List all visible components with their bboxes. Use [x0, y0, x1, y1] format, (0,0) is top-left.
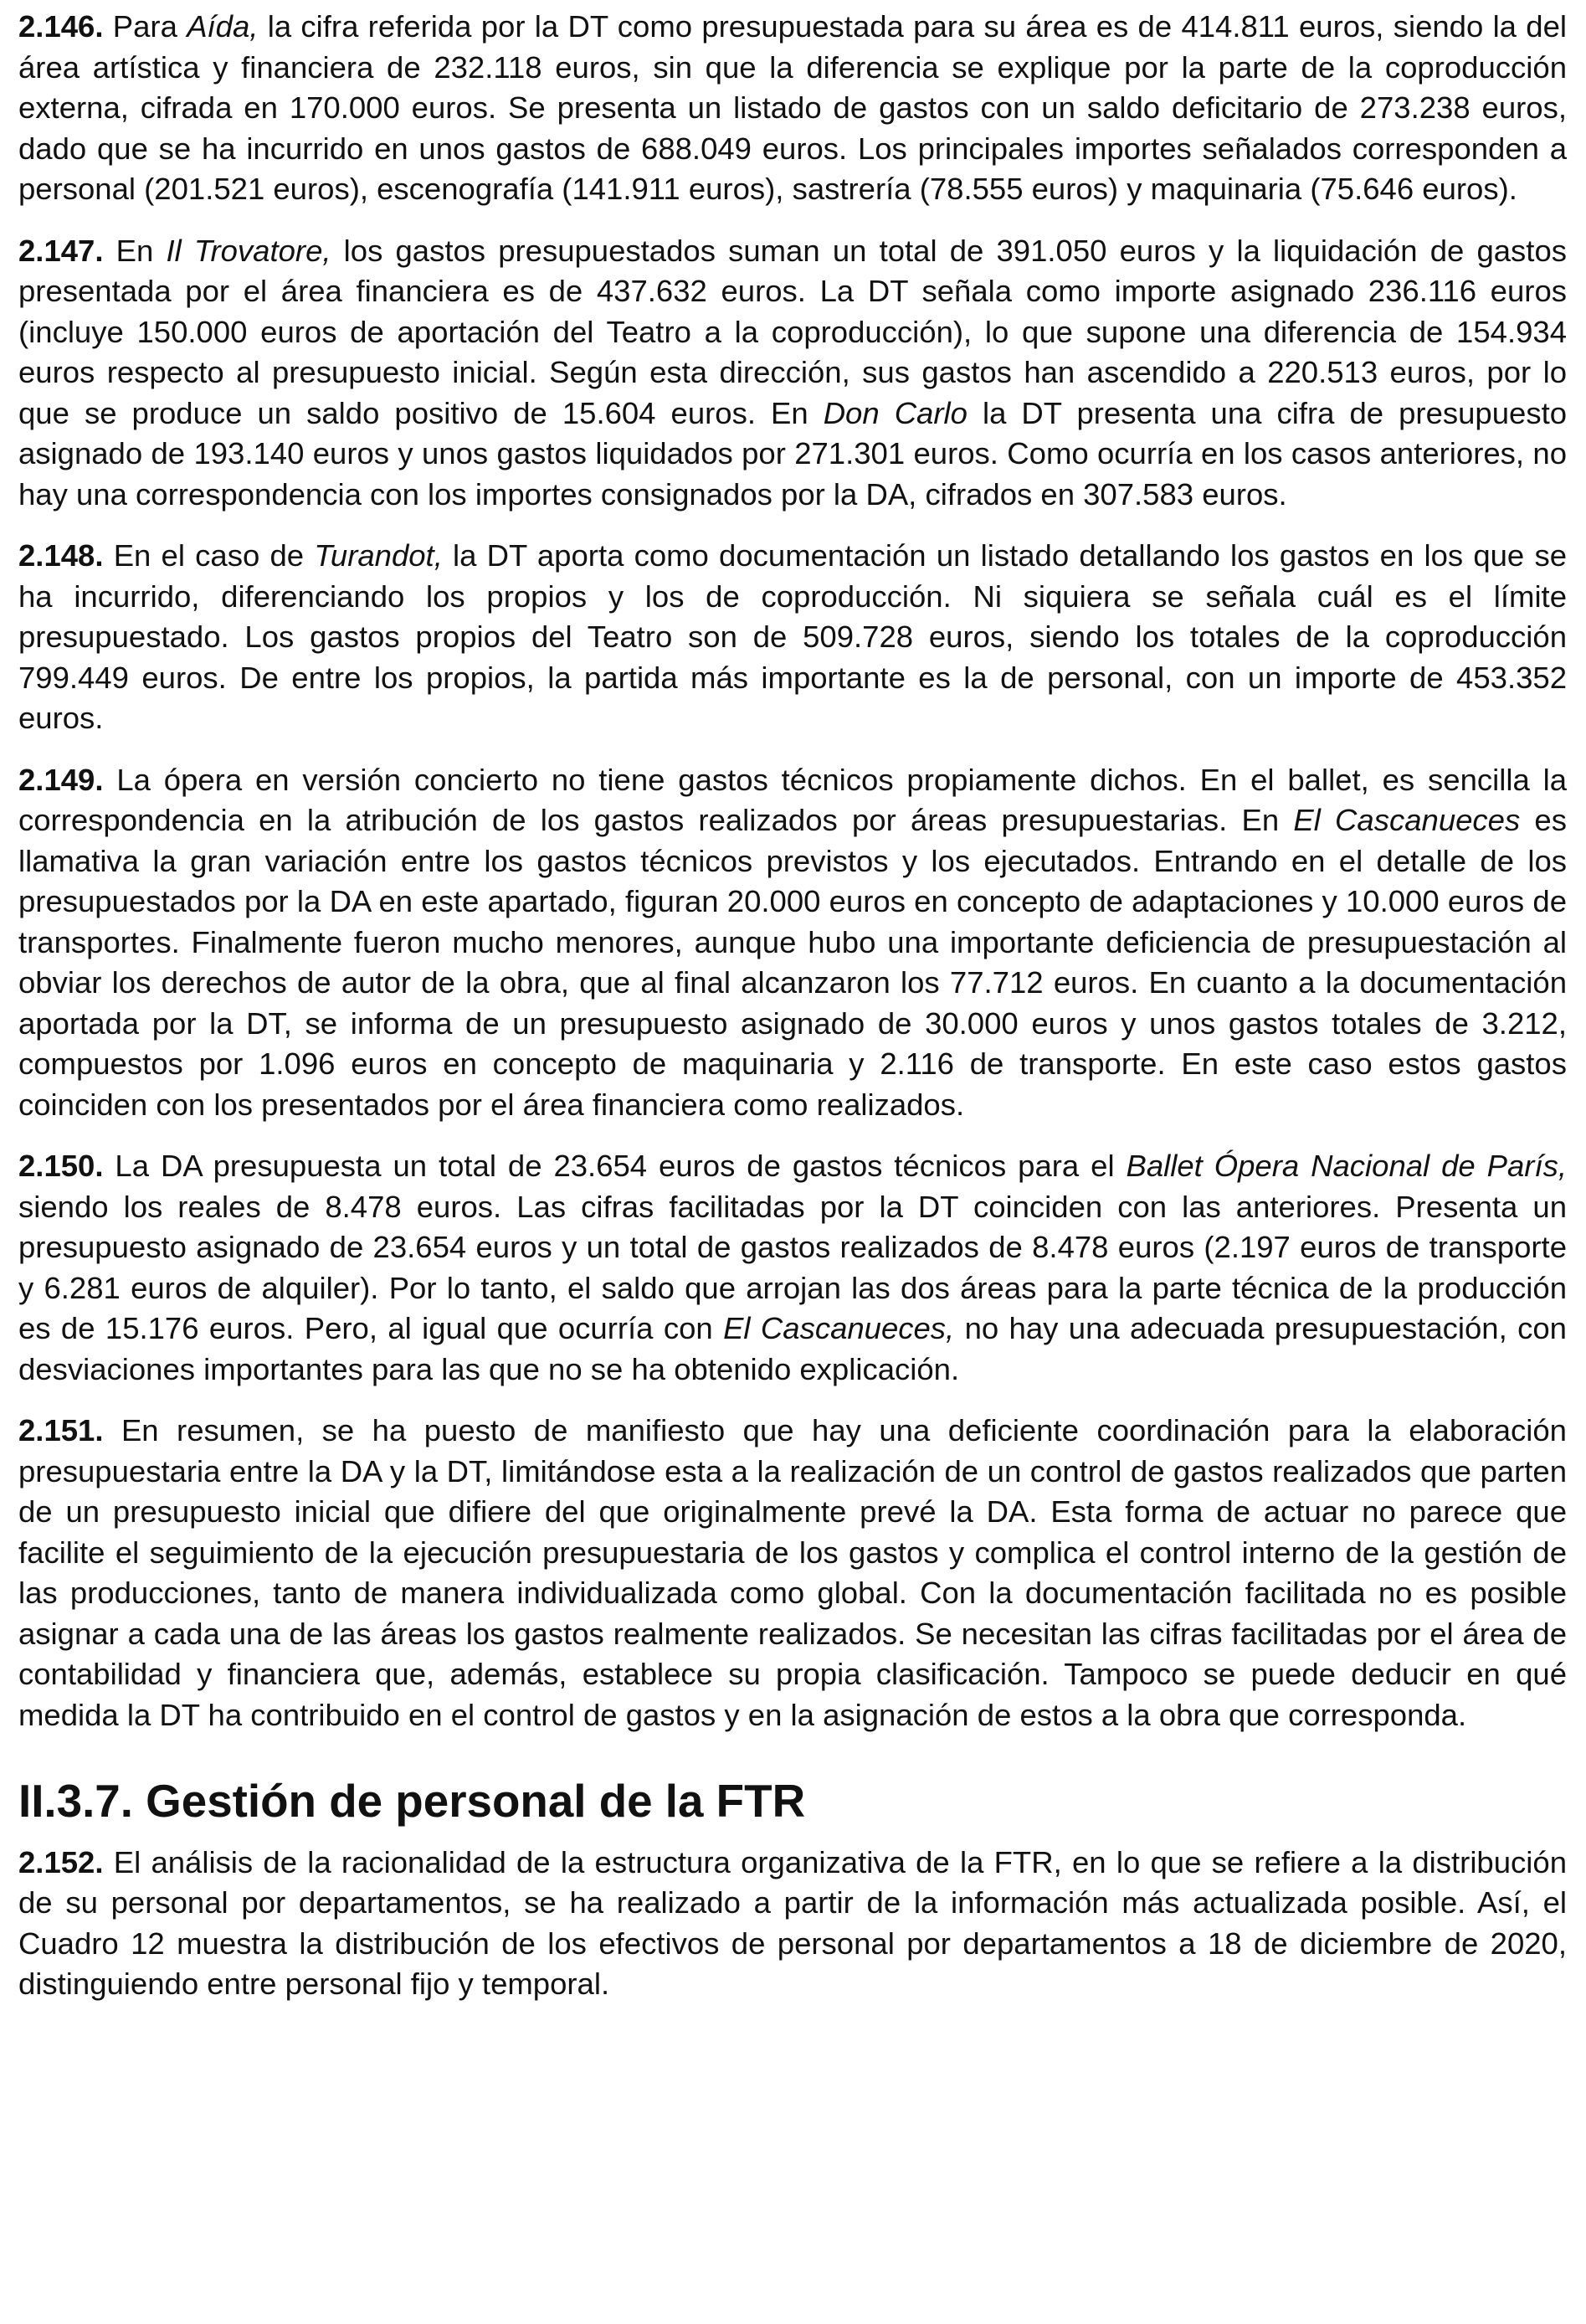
work-title: Turandot, [314, 538, 443, 573]
paragraph-number: 2.149. [18, 762, 104, 797]
paragraph-2-149: 2.149. La ópera en versión concierto no tiene gastos técnicos propiamente dichos. En el ballet, es sencilla la correspondencia en la atribución de los gastos realizados por áreas presupuestarias. En El Cascanueces es llamativa la gran variación entre los gastos técnicos previstos y los ejecutados. Entrando en el detalle de los presupuestados por la DA en este apartado, figuran 20.000 euros en concepto de adaptaciones y 10.000 euros de transportes. Finalmente fueron mucho menores, aunque hubo una importante deficiencia de presupuestación al obviar los derechos de autor de la obra, que al final alcanzaron los 77.712 euros. En cuanto a la documentación aportada por la DT, se informa de un presupuesto asignado de 30.000 euros y unos gastos totales de 3.212, compuestos por 1.096 euros en concepto de maquinaria y 2.116 de transporte. En este caso estos gastos coinciden con los presentados por el área financiera como realizados. [18, 762, 1567, 1122]
work-title: Don Carlo [823, 395, 968, 430]
paragraph-2-146: 2.146. Para Aída, la cifra referida por la DT como presupuestada para su área es de 414.811 euros, siendo la del área artística y financiera de 232.118 euros, sin que la diferencia se explique por la parte de la coproducción externa, cifrada en 170.000 euros. Se presenta un listado de gastos con un saldo deficitario de 273.238 euros, dado que se ha incurrido en unos gastos de 688.049 euros. Los principales importes señalados corresponden a personal (201.521 euros), escenografía (141.911 euros), sastrería (78.555 euros) y maquinaria (75.646 euros). [18, 9, 1567, 206]
work-title: Ballet Ópera Nacional de París, [1126, 1149, 1567, 1183]
paragraph-2-147: 2.147. En Il Trovatore, los gastos presupuestados suman un total de 391.050 euros y la liquidación de gastos presentada por el área financiera es de 437.632 euros. La DT señala como importe asignado 236.116 euros (incluye 150.000 euros de aportación del Teatro a la coproducción), lo que supone una diferencia de 154.934 euros respecto al presupuesto inicial. Según esta dirección, sus gastos han ascendido a 220.513 euros, por lo que se produce un saldo positivo de 15.604 euros. En Don Carlo la DT presenta una cifra de presupuesto asignado de 193.140 euros y unos gastos liquidados por 271.301 euros. Como ocurría en los casos anteriores, no hay una correspondencia con los importes consignados por la DA, cifrados en 307.583 euros. [18, 233, 1568, 512]
paragraph-number: 2.150. [18, 1149, 104, 1183]
section-heading: II.3.7. Gestión de personal de la FTR [18, 1775, 806, 1827]
paragraph-2-151: 2.151. En resumen, se ha puesto de manifiesto que hay una deficiente coordinación para la elaboración presupuestaria entre la DA y la DT, limitándose esta a la realización de un control de gastos realizados que parten de un presupuesto inicial que difiere del que originalmente prevé la DA. Esta forma de actuar no parece que facilite el seguimiento de la ejecución presupuestaria de los gastos y complica el control interno de la gestión de las producciones, tanto de manera individualizada como global. Con la documentación facilitada no es posible asignar a cada una de las áreas los gastos realmente realizados. Se necesitan las cifras facilitadas por el área de contabilidad y financiera que, además, establece su propia clasificación. Tampoco se puede deducir en qué medida la DT ha contribuido en el control de gastos y en la asignación de estos a la obra que corresponda. [18, 1413, 1567, 1732]
document-page [18, 7, 1567, 2026]
paragraph-2-148: 2.148. En el caso de Turandot, la DT aporta como documentación un listado detallando los gastos en los que se ha incurrido, diferenciando los propios y los de coproducción. Ni siquiera se señala cuál es el límite presupuestado. Los gastos propios del Teatro son de 509.728 euros, siendo los totales de la coproducción 799.449 euros. De entre los propios, la partida más importante es la de personal, con un importe de 453.352 euros. [18, 538, 1567, 735]
paragraph-number: 2.148. [18, 538, 104, 573]
paragraph-number: 2.151. [18, 1413, 104, 1447]
work-title: Aída, [187, 9, 259, 44]
work-title: El Cascanueces [1293, 803, 1521, 837]
work-title: El Cascanueces, [723, 1311, 955, 1345]
paragraph-number: 2.146. [18, 9, 104, 44]
paragraph-2-150: 2.150. La DA presupuesta un total de 23.654 euros de gastos técnicos para el Ballet Ópera Nacional de París, siendo los reales de 8.478 euros. Las cifras facilitadas por la DT coinciden con las anteriores. Presenta un presupuesto asignado de 23.654 euros y un total de gastos realizados de 8.478 euros (2.197 euros de transporte y 6.281 euros de alquiler). Por lo tanto, el saldo que arrojan las dos áreas para la parte técnica de la producción es de 15.176 euros. Pero, al igual que ocurría con El Cascanueces, no hay una adecuada presupuestación, con desviaciones importantes para las que no se ha obtenido explicación. [18, 1149, 1567, 1386]
paragraph-number: 2.147. [18, 233, 104, 268]
paragraph-number: 2.152. [18, 1844, 104, 1879]
work-title: Il Trovatore, [166, 233, 331, 268]
paragraph-2-152: 2.152. El análisis de la racionalidad de la estructura organizativa de la FTR, en lo que se refiere a la distribución de su personal por departamentos, se ha realizado a partir de la información más actualizada posible. Así, el Cuadro 12 muestra la distribución de los efectivos de personal por departamentos a 18 de diciembre de 2020, distinguiendo entre personal fijo y temporal. [18, 1844, 1567, 2001]
